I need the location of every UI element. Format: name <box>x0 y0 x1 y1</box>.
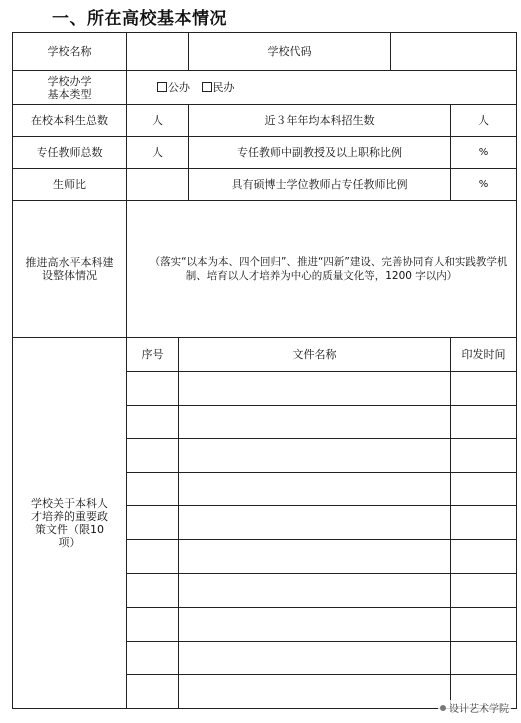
overall-field[interactable] <box>127 201 517 338</box>
doc-name-cell[interactable] <box>179 372 451 406</box>
watermark-text: 设计艺术学院 <box>449 704 509 715</box>
doc-name-cell[interactable] <box>179 675 451 709</box>
index-cell[interactable] <box>127 574 179 608</box>
school-type-label <box>13 71 127 105</box>
basic-info-table <box>12 32 517 709</box>
index-cell[interactable] <box>127 439 179 473</box>
index-cell[interactable] <box>127 473 179 506</box>
col-doc-name-header: 文件名称 <box>179 338 451 372</box>
index-cell[interactable] <box>127 372 179 406</box>
doc-name-cell[interactable] <box>179 642 451 675</box>
undergrad-total-label: 在校本科生总数 <box>13 105 127 137</box>
doctor-ratio-unit: % <box>478 179 489 190</box>
doc-name-cell[interactable] <box>179 439 451 473</box>
undergrad-unit: 人 <box>152 114 163 127</box>
faculty-total-field[interactable] <box>127 137 189 169</box>
doc-name-cell[interactable] <box>179 406 451 439</box>
index-cell[interactable] <box>127 608 179 642</box>
doc-name-cell[interactable] <box>179 506 451 540</box>
index-cell[interactable] <box>127 506 179 540</box>
issue-date-cell[interactable] <box>451 506 517 540</box>
row-school-type <box>13 71 517 105</box>
col-issue-date-header: 印发时间 <box>451 338 517 372</box>
doc-name-cell[interactable] <box>179 574 451 608</box>
type-private-option[interactable] <box>202 81 235 94</box>
undergrad-total-field[interactable] <box>127 105 189 137</box>
private-checkbox[interactable] <box>202 82 212 92</box>
index-cell[interactable] <box>127 540 179 574</box>
student-teacher-field[interactable] <box>127 169 189 201</box>
type-private-label: 民办 <box>212 81 235 94</box>
doc-name-cell[interactable] <box>179 608 451 642</box>
public-checkbox[interactable] <box>157 82 167 92</box>
doctor-ratio-field[interactable] <box>451 169 517 201</box>
doctor-ratio-label: 具有硕博士学位教师占专任教师比例 <box>189 169 451 201</box>
issue-date-cell[interactable] <box>451 540 517 574</box>
type-public-option[interactable] <box>157 81 190 94</box>
row-policy-header <box>13 338 517 372</box>
school-type-options <box>127 71 517 105</box>
type-public-label: 公办 <box>168 81 190 94</box>
issue-date-cell[interactable] <box>451 574 517 608</box>
row-overall <box>13 201 517 338</box>
watermark-logo-icon <box>440 705 446 711</box>
faculty-unit: 人 <box>152 146 163 159</box>
issue-date-cell[interactable] <box>451 473 517 506</box>
overall-note: （落实“以本为本、四个回归”、推进“四新”建设、完善协同育人和实践教学机制、培育以人才培养为中心的质量文化等，1200 字以内） <box>149 256 508 282</box>
col-index-header: 序号 <box>127 338 179 372</box>
row-ratio <box>13 169 517 201</box>
doc-name-cell[interactable] <box>179 473 451 506</box>
policy-label: 学校关于本科人才培养的重要政策文件（限10项） <box>13 338 127 709</box>
school-type-label-line2: 基本类型 <box>47 87 92 101</box>
issue-date-cell[interactable] <box>451 372 517 406</box>
index-cell[interactable] <box>127 406 179 439</box>
senior-ratio-unit: % <box>478 147 489 158</box>
avg-enroll-field[interactable] <box>451 105 517 137</box>
issue-date-cell[interactable] <box>451 642 517 675</box>
avg-enroll-unit: 人 <box>478 114 489 127</box>
overall-label: 推进高水平本科建设整体情况 <box>13 201 127 338</box>
issue-date-cell[interactable] <box>451 608 517 642</box>
issue-date-cell[interactable] <box>451 406 517 439</box>
index-cell[interactable] <box>127 675 179 709</box>
row-faculty <box>13 137 517 169</box>
index-cell[interactable] <box>127 642 179 675</box>
row-undergrad <box>13 105 517 137</box>
watermark <box>438 700 511 715</box>
row-school-name <box>13 33 517 71</box>
school-type-label-line1: 学校办学 <box>47 74 92 88</box>
issue-date-cell[interactable] <box>451 439 517 473</box>
avg-enroll-label: 近３年年均本科招生数 <box>189 105 451 137</box>
school-name-field[interactable] <box>127 33 189 71</box>
section-title: 一、所在高校基本情况 <box>52 9 227 29</box>
school-code-label: 学校代码 <box>189 33 391 71</box>
school-code-field[interactable] <box>391 33 517 71</box>
senior-ratio-field[interactable] <box>451 137 517 169</box>
senior-ratio-label: 专任教师中副教授及以上职称比例 <box>189 137 451 169</box>
student-teacher-label: 生师比 <box>13 169 127 201</box>
school-name-label: 学校名称 <box>13 33 127 71</box>
doc-name-cell[interactable] <box>179 540 451 574</box>
faculty-total-label: 专任教师总数 <box>13 137 127 169</box>
